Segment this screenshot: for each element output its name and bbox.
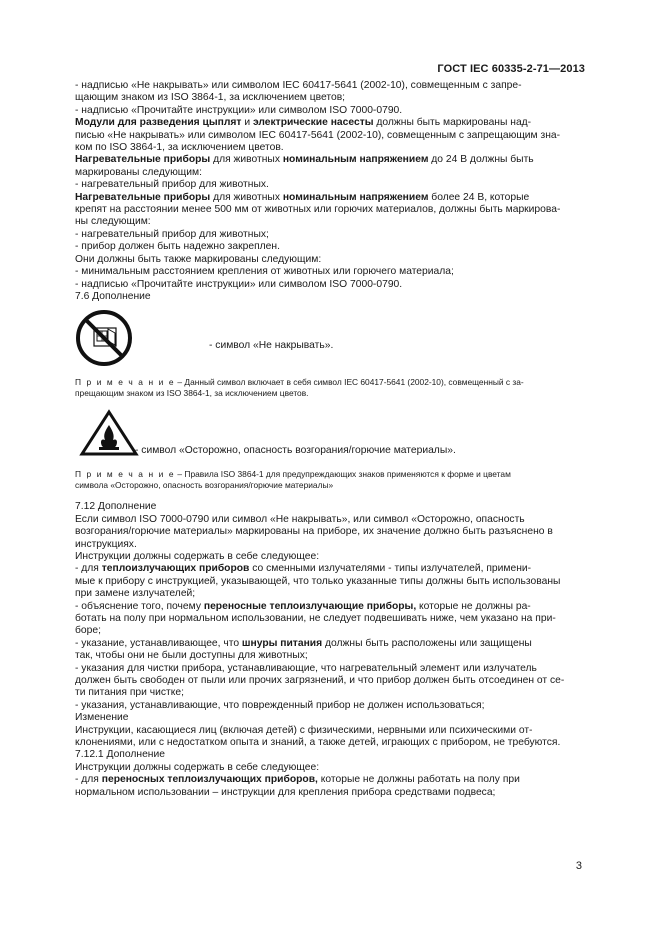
section-heading-7-12: 7.12 Дополнение bbox=[75, 501, 157, 513]
note-2-cont: символа «Осторожно, опасность возгорания/горючие материалы» bbox=[75, 480, 334, 491]
text-line: маркированы следующим: bbox=[75, 166, 202, 178]
page-number: 3 bbox=[575, 860, 582, 872]
text-line: боре; bbox=[75, 625, 101, 637]
text-line: инструкциях. bbox=[75, 538, 137, 550]
text-line: ботать на полу при нормальном использовании, не следует подвешивать ниже, чем указано на при- bbox=[75, 612, 556, 624]
text-line: так, чтобы они не были доступны для животных; bbox=[75, 650, 308, 662]
symbol-caption: - символ «Не накрывать». bbox=[209, 340, 334, 352]
text-line: нормальном использовании – инструкции для крепления прибора средствами подвеса; bbox=[75, 786, 496, 798]
heading-change: Изменение bbox=[75, 712, 129, 724]
text-line: мые к прибору с инструкцией, указывающей, что только указанные типы должны быть использованы bbox=[75, 575, 561, 587]
text-line: Инструкции, касающиеся лиц (включая детей) с физическими, нервными или психическими от- bbox=[75, 724, 533, 736]
text-line: Инструкции должны содержать в себе следующее: bbox=[75, 550, 320, 562]
text-line: писью «Не накрывать» или символом IEC 60417-5641 (2002-10), совмещенным с запрещающим зна- bbox=[75, 129, 561, 141]
note-1-cont: прещающим знаком из ISO 3864-1, за исключением цветов. bbox=[75, 388, 309, 399]
list-item-portable-heaters: - объяснение того, почему переносные теплоизлучающие приборы, которые не должны ра- bbox=[75, 600, 531, 612]
section-heading-7-12-1: 7.12.1 Дополнение bbox=[75, 749, 165, 761]
list-item-cleaning: - указания для чистки прибора, устанавливающие, что нагревательный элемент или излучатель bbox=[75, 662, 537, 674]
text-line: клонениями, или с недостатком опыта и знаний, а также детей, играющих с прибором, не требуются. bbox=[75, 737, 561, 749]
fire-hazard-warning-icon bbox=[79, 409, 139, 457]
paragraph-heaters-over-24v: Нагревательные приборы для животных номинальным напряжением более 24 В, которые bbox=[75, 191, 530, 203]
paragraph-heaters-24v: Нагревательные приборы для животных номинальным напряжением до 24 В должны быть bbox=[75, 154, 534, 166]
text-line: - нагревательный прибор для животных; bbox=[75, 228, 269, 240]
page-header-standard: ГОСТ IEC 60335-2-71—2013 bbox=[437, 63, 585, 75]
list-item-portable-suspension: - для переносных теплоизлучающих приборов, которые не должны работать на полу при bbox=[75, 774, 520, 786]
text-line: - надписью «Прочитайте инструкции» или символом ISO 7000-0790. bbox=[75, 278, 403, 290]
text-line: - нагревательный прибор для животных. bbox=[75, 179, 269, 191]
text-line: - минимальным расстоянием крепления от животных или горючего материала; bbox=[75, 266, 454, 278]
text-line: Они должны быть также маркированы следующим: bbox=[75, 253, 322, 265]
text-line: при замене излучателей; bbox=[75, 588, 196, 600]
text-line: возгорания/горючие материалы» маркированы на приборе, их значение должно быть разъяснено в bbox=[75, 526, 553, 538]
list-item-power-cords: - указание, устанавливающее, что шнуры питания должны быть расположены или защищены bbox=[75, 637, 532, 649]
section-heading-7-6: 7.6 Дополнение bbox=[75, 290, 151, 302]
symbol-do-not-cover-row bbox=[75, 309, 583, 369]
text-line: должен быть свободен от пыли или прочих загрязнений, и что прибор должен быть отсоединен от се- bbox=[75, 675, 565, 686]
do-not-cover-icon bbox=[75, 309, 133, 367]
text-line: крепят на расстоянии менее 500 мм от животных или горючих материалов, должны быть маркирова- bbox=[75, 204, 561, 216]
text-line: Инструкции должны содержать в себе следующее: bbox=[75, 761, 320, 773]
symbol-fire-hazard-row bbox=[75, 409, 583, 459]
list-item-heat-emitters: - для теплоизлучающих приборов со сменными излучателями - типы излучателей, примени- bbox=[75, 563, 532, 575]
text-line: ны следующим: bbox=[75, 216, 151, 228]
text-line: ком по ISO 3864-1, за исключением цветов. bbox=[75, 142, 284, 154]
paragraph-chick-modules: Модули для разведения цыплят и электрические насесты должны быть маркированы над- bbox=[75, 117, 532, 129]
text-line: - прибор должен быть надежно закреплен. bbox=[75, 241, 280, 253]
note-2: П р и м е ч а н и е – Правила ISO 3864-1 для предупреждающих знаков применяются к форме и цветам bbox=[75, 469, 511, 480]
text-line: - надписью «Прочитайте инструкции» или символом ISO 7000-0790. bbox=[75, 104, 403, 116]
list-item-damaged: - указания, устанавливающие, что поврежденный прибор не должен использоваться; bbox=[75, 699, 485, 711]
text-line: ти питания при чистке; bbox=[75, 687, 184, 699]
text-line: Если символ ISO 7000-0790 или символ «Не накрывать», или символ «Осторожно, опасность bbox=[75, 513, 525, 525]
symbol-caption: - символ «Осторожно, опасность возгорания/горючие материалы». bbox=[135, 445, 456, 457]
text-line: - надписью «Не накрывать» или символом IEC 60417-5641 (2002-10), совмещенным с запре- bbox=[75, 80, 522, 91]
page-content bbox=[75, 80, 583, 799]
text-line: щающим знаком из ISO 3864-1, за исключением цветов; bbox=[75, 92, 346, 104]
note-1: П р и м е ч а н и е – Данный символ включает в себя символ IEC 60417-5641 (2002-10), совмещенный с за- bbox=[75, 377, 524, 388]
